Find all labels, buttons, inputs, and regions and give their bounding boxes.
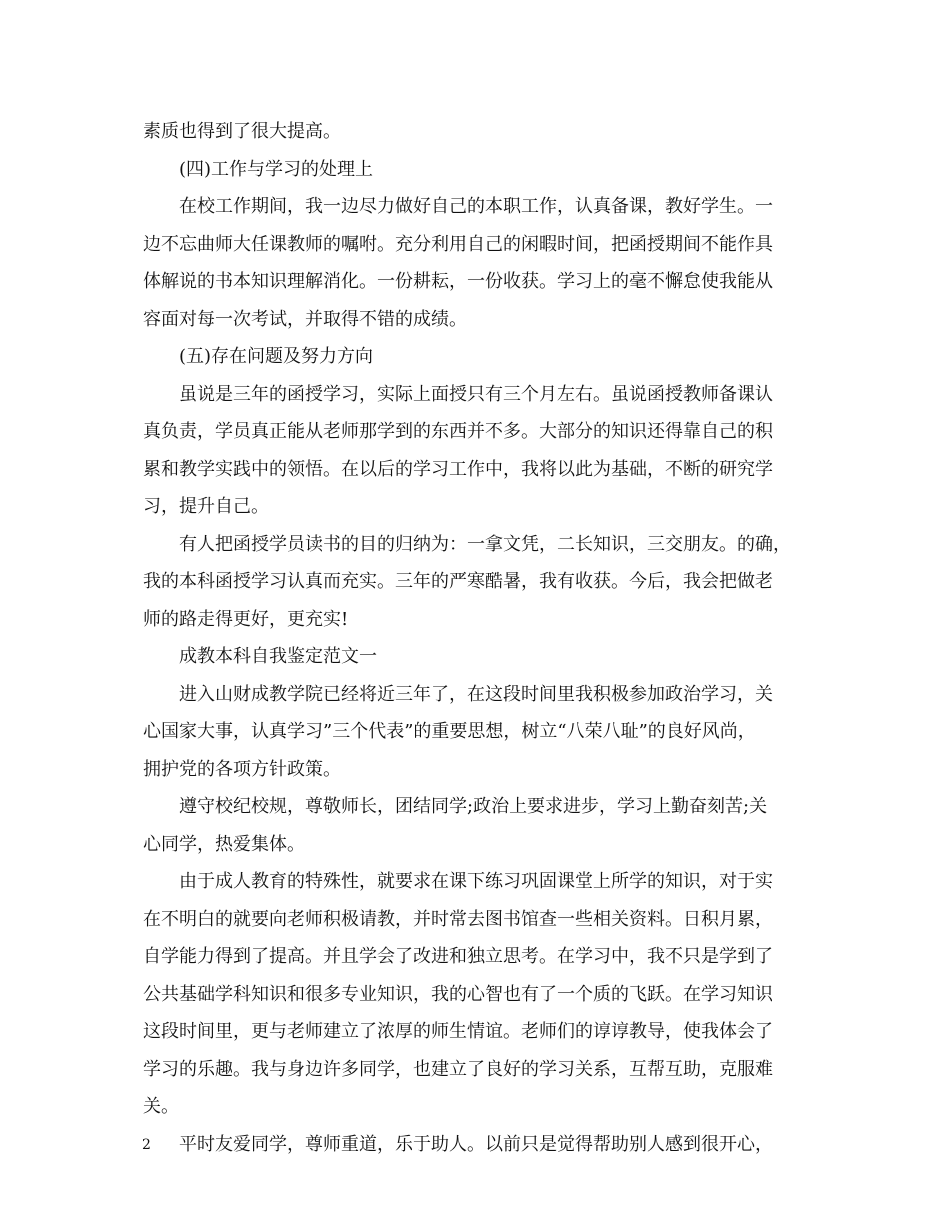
text-line: 进入山财成教学院已经将近三年了，在这段时间里我积极参加政治学习，关 <box>179 683 773 705</box>
text-line: 由于成人教育的特殊性，就要求在课下练习巩固课堂上所学的知识，对于实 <box>179 871 773 892</box>
text-line: 心同学，热爱集体。 <box>143 833 305 855</box>
text-line: 累和教学实践中的领悟。在以后的学习工作中，我将以此为基础，不断的研究学 <box>143 458 773 480</box>
text-line: 习，提升自己。 <box>143 496 269 517</box>
text-line: 师的路走得更好，更充实! <box>143 608 349 630</box>
page-number: 2 <box>142 1137 151 1153</box>
text-line: 心国家大事，认真学习”三个代表”的重要思想，树立“八荣八耻”的良好风尚， <box>143 721 756 742</box>
body-text <box>143 113 813 1163</box>
text-line: (四)工作与学习的处理上 <box>179 158 374 180</box>
text-line: 成教本科自我鉴定范文一 <box>179 646 377 667</box>
text-line: 在校工作期间，我一边尽力做好自己的本职工作，认真备课，教好学生。一 <box>179 196 773 217</box>
text-line: 遵守校纪校规，尊敬师长，团结同学;政治上要求进步，学习上勤奋刻苦;关 <box>179 796 768 817</box>
text-line: 容面对每一次考试，并取得不错的成绩。 <box>143 308 467 330</box>
text-line: 虽说是三年的函授学习，实际上面授只有三个月左右。虽说函授教师备课认 <box>179 383 773 405</box>
text-line: 自学能力得到了提高。并且学会了改进和独立思考。在学习中，我不只是学到了 <box>143 946 773 967</box>
text-line: 公共基础学科知识和很多专业知识，我的心智也有了一个质的飞跃。在学习知识 <box>143 983 773 1005</box>
text-line: 体解说的书本知识理解消化。一份耕耘，一份收获。学习上的毫不懈怠使我能从 <box>143 271 773 292</box>
text-line: 真负责，学员真正能从老师那学到的东西并不多。大部分的知识还得靠自己的积 <box>143 421 773 442</box>
text-line: 拥护党的各项方针政策。 <box>143 758 341 780</box>
text-line: 在不明白的就要向老师积极请教，并时常去图书馆查一些相关资料。日积月累， <box>143 908 773 930</box>
text-line: 学习的乐趣。我与身边许多同学，也建立了良好的学习关系，互帮互助，克服难 <box>143 1058 773 1080</box>
text-line: 关。 <box>143 1096 179 1117</box>
text-line: 我的本科函授学习认真而充实。三年的严寒酷暑，我有收获。今后，我会把做老 <box>143 571 773 592</box>
text-line: 有人把函授学员读书的目的归纳为：一拿文凭，二长知识，三交朋友。的确， <box>179 533 791 555</box>
text-line: 平时友爱同学，尊师重道，乐于助人。以前只是觉得帮助别人感到很开心， <box>179 1133 773 1155</box>
text-line: 这段时间里，更与老师建立了浓厚的师生情谊。老师们的谆谆教导，使我体会了 <box>143 1021 773 1042</box>
text-line: 边不忘曲师大任课教师的嘱咐。充分利用自己的闲暇时间，把函授期间不能作具 <box>143 233 773 255</box>
text-line: 素质也得到了很大提高。 <box>143 121 341 142</box>
text-line: (五)存在问题及努力方向 <box>179 346 374 367</box>
